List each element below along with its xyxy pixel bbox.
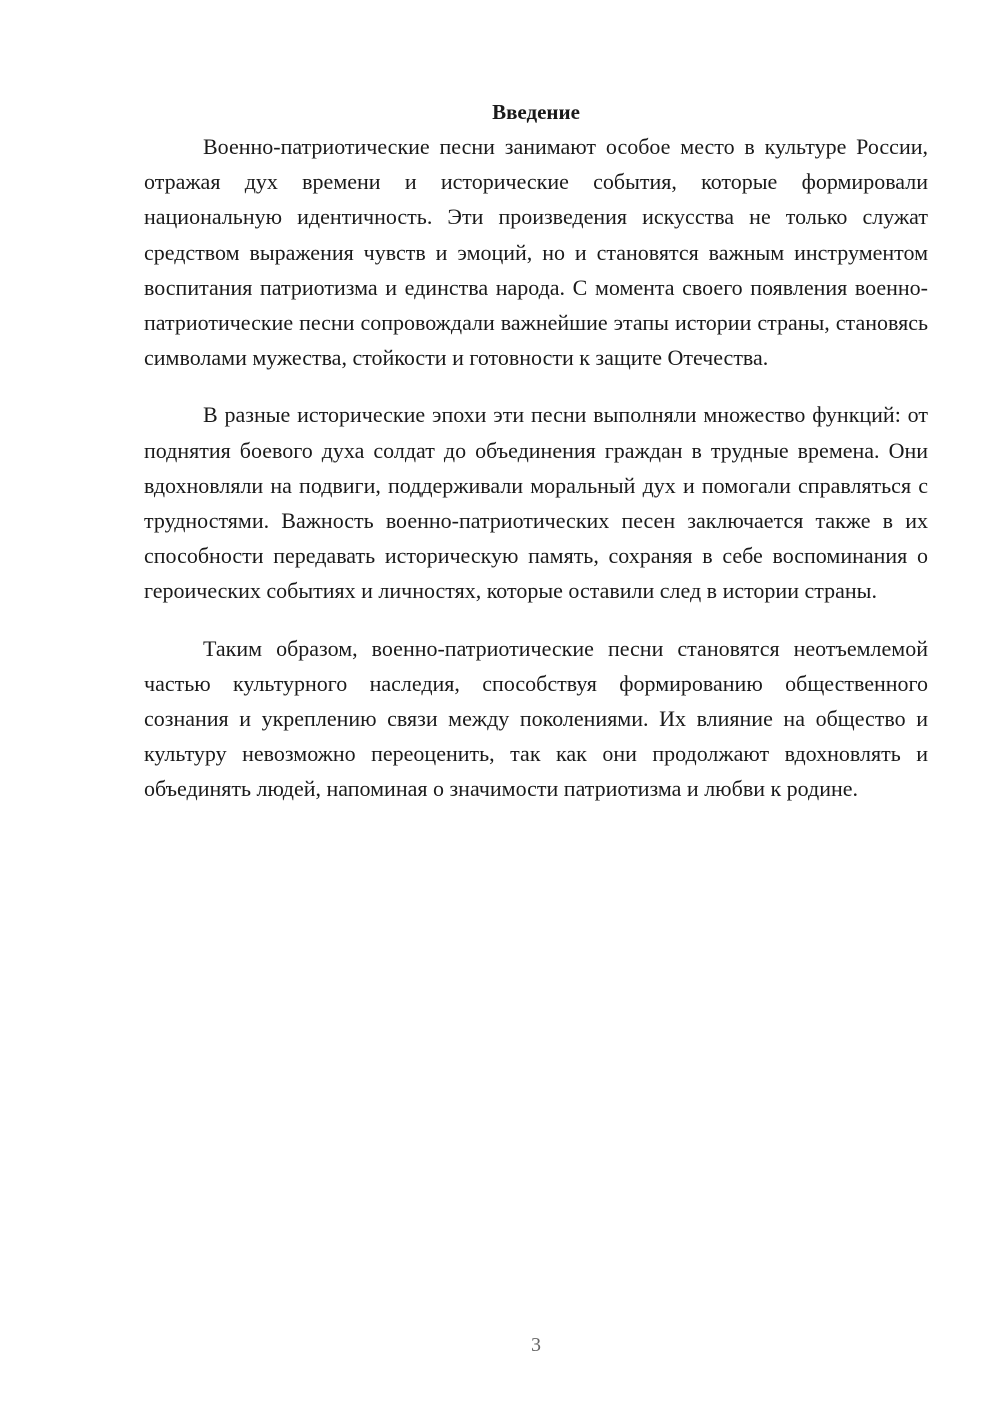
page-number: 3 — [531, 1334, 541, 1356]
paragraph-2: В разные исторические эпохи эти песни выполняли множество функций: от поднятия боевого духа солдат до объединения граждан в трудные времена. Они вдохновляли на подвиги, поддерживали моральный дух и помогали справляться с трудностями. Важность военно-патриотических песен заключается также в их способности передавать историческую память, сохраняя в себе воспоминания о героических событиях и личностях, которые оставили след в истории страны. — [144, 402, 928, 604]
section-heading: Введение — [492, 100, 580, 124]
paragraph-1: Военно-патриотические песни занимают особое место в культуре России, отражая дух времени и исторические события, которые формировали национальную идентичность. Эти произведения искусства не только служат средством выражения чувств и эмоций, но и становятся важным инструментом воспитания патриотизма и единства народа. С момента своего появления военно-патриотические песни сопровождали важнейшие этапы истории страны, становясь символами мужества, стойкости и готовности к защите Отечества. — [144, 134, 928, 371]
page-content — [144, 97, 928, 829]
paragraph-3: Таким образом, военно-патриотические песни становятся неотъемлемой частью культурного наследия, способствуя формированию общественного сознания и укреплению связи между поколениями. Их влияние на общество и культуру невозможно переоценить, так как они продолжают вдохновлять и объединять людей, напоминая о значимости патриотизма и любви к родине. — [144, 635, 928, 802]
